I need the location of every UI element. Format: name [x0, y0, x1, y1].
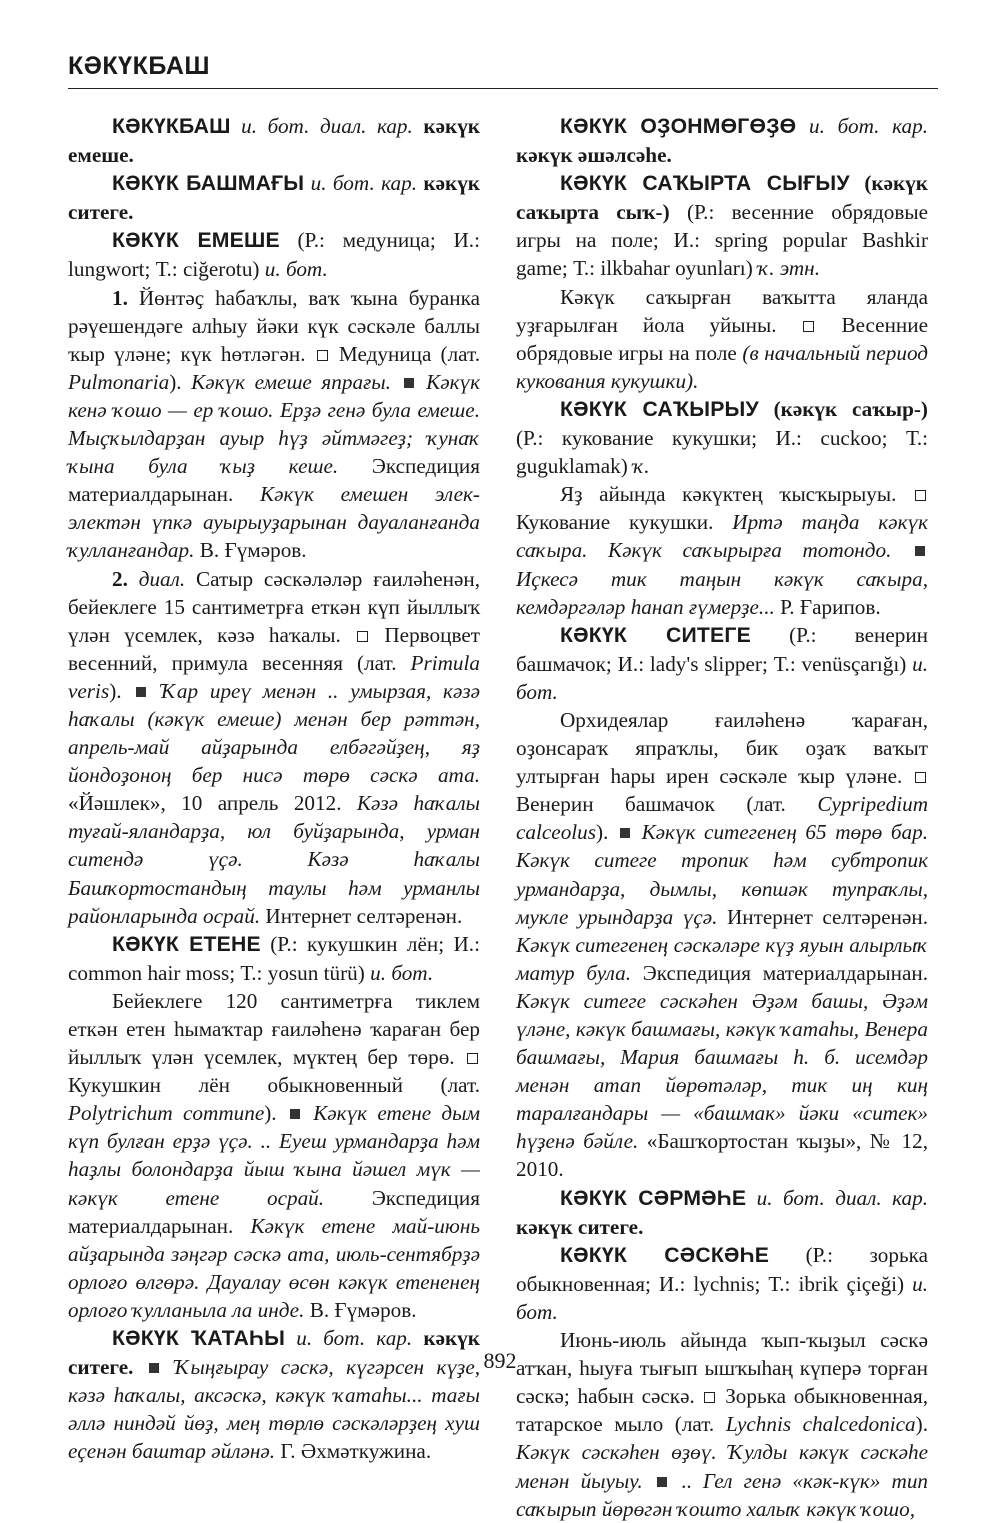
example-marker-icon	[136, 687, 146, 697]
cross-reference: кәкүк емеше.	[68, 114, 480, 168]
dictionary-paragraph	[68, 226, 480, 283]
body-text: В. Ғүмәров.	[304, 1297, 417, 1322]
body-text: «Башҡортостан ҡыҙы», № 12, 2010.	[516, 1129, 929, 1182]
body-text: (Р.: зорька обыкновенная; И.: lychnis; Т.: ibrik çiçeği)	[516, 1242, 928, 1296]
body-text	[303, 1101, 313, 1125]
italic-text: Ҡар иреү менән .. умырзая, кәзә һаҡалы (кәкүк емеше) менән бер рәттән, апрель-май айҙарында елбәгәйҙең, яҙ йондоҙоноң бер нисә төрө сәскә ата.	[68, 678, 481, 788]
italic-text: Polytrichum commune	[68, 1101, 265, 1126]
italic-text: Иҫкесә тик таңын кәкүк саҡыра, кемдәргәләр һанап ғүмерҙе...	[516, 566, 928, 619]
headword: КӘКҮК СИТЕГЕ	[560, 623, 751, 647]
italic-text: (в начальный период кукования кукушки).	[516, 340, 928, 393]
body-text: ).	[264, 1101, 287, 1126]
dictionary-paragraph	[68, 565, 480, 930]
body-text: Зорька обыкновенная, татарское мыло (лат.	[516, 1384, 928, 1437]
body-text: ).	[109, 678, 134, 703]
dictionary-paragraph	[68, 169, 480, 226]
italic-text: Cypripedium calceolus	[516, 792, 928, 845]
body-text	[149, 679, 161, 703]
example-marker-icon	[404, 378, 414, 388]
body-text: (Р.: весенние обрядовые игры на поле; И.: spring popular Bashkir game; Т.: ilkbahar oyunları)	[516, 200, 928, 281]
italic-text: Кәкүк ситеге сәскәһен Әҙәм башы, Әҙәм үләне, кәкүк башмағы, кәкүк ҡатаһы, Венера башмағы, Мария башмағы һ. б. исемдәр менән атап йөрөтәләр, тик иң киң таралғандары — «башмак» йәки «ситек» һүҙенә бәйле.	[516, 988, 928, 1154]
headword: КӘКҮК САҠЫРЫУ	[560, 397, 759, 421]
dictionary-paragraph	[516, 1184, 928, 1241]
italic-text: ҡ. этн.	[758, 256, 820, 281]
italic-text: диал.	[127, 566, 186, 591]
example-marker-icon	[620, 828, 630, 838]
dictionary-paragraph	[516, 706, 928, 1184]
body-text: ).	[596, 820, 617, 845]
body-text: Июнь-июль айында ҡып-ҡыҙыл сәскә атҡан, һыуға тығып ышҡыһаң күперә торған сәскә; һабын сәскә.	[516, 1328, 928, 1409]
cross-reference: кәкүк ситеге.	[68, 1326, 480, 1380]
body-text: Орхидеялар ғаиләһенә ҡараған, оҙонсараҡ япраҡлы, бик оҙаҡ ваҡыт ултырған һары ирен сәскәле ҡыр үләне.	[516, 707, 928, 789]
italic-text: ҡ.	[633, 454, 650, 479]
dictionary-paragraph	[516, 283, 928, 395]
body-text: (Р.: кукование кукушки; И.: cuckoo; Т.: guguklamak)	[516, 426, 928, 479]
headword: КӘКҮК БАШМАҒЫ	[112, 172, 305, 196]
cross-reference: кәкүк әшәлсәһе.	[516, 143, 672, 168]
body-text: Кукушкин лён обыкновенный (лат.	[68, 1073, 480, 1098]
dictionary-paragraph	[68, 1324, 480, 1465]
example-marker-icon	[290, 1109, 300, 1119]
body-text: (Р.: венерин башмачок; И.: lady's slipper; Т.: venüsçarığı)	[516, 622, 929, 676]
dictionary-paragraph	[516, 1241, 928, 1326]
body-text: (Р.: кукушкин лён; И.: common hair moss; Т.: yosun türü)	[68, 931, 480, 985]
italic-text: и. бот.	[516, 1271, 928, 1324]
running-head: КӘКҮКБАШ	[68, 52, 211, 80]
body-text: Экспедиция материалдарынан.	[68, 454, 480, 507]
italic-text: и. бот.	[264, 257, 328, 282]
translation-marker-icon	[915, 490, 926, 501]
page-number: 892	[483, 1348, 517, 1373]
translation-marker-icon	[803, 321, 814, 332]
italic-text: и. бот. кар.	[304, 171, 424, 196]
italic-text: Lychnis chalcedonica	[725, 1412, 916, 1437]
body-text: ).	[915, 1412, 928, 1437]
italic-text: Кәзә һаҡалы туғай-яландарҙа, юл буйҙарында, урман ситендә үҫә. Кәзә һаҡалы Башҡортостандың таулы һәм урманлы районларында осрай.	[68, 791, 480, 928]
italic-text: Primula veris	[68, 650, 480, 703]
sense-number: 2.	[112, 566, 128, 591]
header-rule	[68, 88, 938, 89]
body-text: Йөнтәҫ һабаҡлы, ваҡ ҡына буранка рәүешендәге алһыу йәки күк сәскәле баллы ҡыр үләне; күк һөтләгән.	[68, 285, 480, 366]
left-column	[68, 112, 480, 1466]
italic-text: Кәкүк емеше япрағы.	[191, 369, 391, 394]
italic-text: и. бот. диал. кар.	[746, 1185, 928, 1210]
body-text: Яҙ айында кәкүктең ҡысҡырыуы.	[560, 482, 913, 507]
headword: КӘКҮК ЕТЕНЕ	[112, 932, 261, 956]
headword: КӘКҮК ҠАТАҺЫ	[112, 1327, 286, 1351]
dictionary-paragraph	[68, 284, 480, 565]
body-text: Кәкүк саҡырған ваҡытта яланда уҙғарылған йола уйыны.	[516, 284, 928, 337]
italic-text: и. бот.	[516, 651, 928, 704]
headword: КӘКҮК СӘРМӘҺЕ	[560, 1186, 747, 1210]
sense-number: 1.	[112, 285, 128, 310]
body-text: Весенние обрядовые игры на поле	[516, 312, 928, 365]
body-text: В. Ғүмәров.	[194, 538, 307, 563]
italic-text: Гел генә «кәк-күк» тип саҡырып йөрөгән ҡошто халыҡ кәкүк ҡошо,	[516, 1468, 929, 1521]
italic-text: и. бот. кар.	[285, 1326, 424, 1351]
italic-text: Кәкүк етене май-июнь айҙарында зәңгәр сәскә ата, июль-сентябрҙә орлоғо өлгөрә. Дауалау өсөн кәкүк етененең орлоғо ҡулланыла ла инде.	[68, 1213, 480, 1322]
body-text: Бейеклеге 120 сантиметрға тиклем еткән етен һымаҡтар ғаиләһенә ҡараған бер йыллыҡ үлән үсемлек, мүктең бер төрө.	[68, 988, 480, 1070]
cross-reference: (кәкүк саҡыр-)	[758, 396, 928, 421]
italic-text: Ҡыңғырау сәскә, күгәрсен күҙе, кәзә һаҡалы, аксәскә, кәкүк ҡатаһы... тағы әллә ниндәй йөҙ, мең төрлө сәскәләрҙең хуш еҫенән баштар әйләнә.	[68, 1355, 481, 1464]
italic-text: Кәкүк ситегенең 65 төрө бар. Кәкүк ситеге тропик һәм субтропик урмандарҙа, дымлы, көпшәк тупраҡлы, мукле урындарҙа үҫә.	[516, 820, 929, 929]
body-text: ).	[169, 369, 192, 394]
italic-text: Кәкүк ситегенең сәскәләре күҙ яуын алырлыҡ матур була.	[516, 932, 928, 985]
body-text	[391, 370, 401, 394]
body-text: Экспедиция материалдарынан.	[68, 1185, 480, 1238]
cross-reference: кәкүк ситеге.	[68, 171, 481, 225]
dictionary-paragraph	[68, 930, 480, 987]
translation-marker-icon	[317, 350, 328, 361]
body-text	[417, 370, 427, 394]
body-text: Экспедиция материалдарынан.	[631, 960, 928, 985]
body-text	[891, 538, 912, 562]
body-text: Медуница (лат.	[329, 341, 480, 366]
dictionary-paragraph	[68, 112, 480, 169]
italic-text: Кәкүк сәскәһен өҙөү. Ҡулды кәкүк сәскәһе менән йыуыу.	[516, 1440, 928, 1493]
dictionary-paragraph	[516, 621, 928, 706]
headword: КӘКҮК ЕМЕШЕ	[112, 229, 280, 253]
italic-text: и. бот. кар.	[796, 114, 928, 138]
body-text: Интернет селтәренән.	[260, 903, 463, 928]
cross-reference: (кәкүк саҡырта сыҡ-)	[516, 171, 928, 225]
dictionary-paragraph	[516, 395, 928, 480]
example-marker-icon	[657, 1477, 667, 1487]
body-text: Интернет селтәренән.	[717, 904, 928, 929]
dictionary-paragraph	[68, 987, 480, 1324]
italic-text: Кәкүк емешен элек-электән үпкә ауырыуҙарынан дауаланғанда ҡулланғандар.	[68, 482, 480, 563]
body-text: Сатыр сәскәләләр ғаиләһенән, бейеклеге 15 сантиметрға еткән күп йыллыҡ үлән үсемлек, кәзә һаҡалы.	[68, 566, 480, 647]
italic-text: Кәкүк етене дым күп булған ерҙә үҫә. .. Еуеш урмандарҙа һәм һаҙлы болондарҙа йыш ҡына йәшел мүк — кәкүк етене осрай.	[68, 1101, 480, 1210]
body-text: Р. Ғарипов.	[774, 594, 881, 619]
body-text: Г. Әхмәткужина.	[275, 1439, 432, 1464]
headword: КӘКҮК САҠЫРТА СЫҒЫУ	[560, 172, 850, 196]
body-text: (Р.: медуница; И.: lungwort; Т.: ciğerotu)	[68, 228, 480, 282]
right-column	[516, 112, 928, 1523]
body-text: Венерин башмачок (лат.	[516, 792, 818, 817]
body-text	[643, 1469, 654, 1493]
body-text: Кукование кукушки.	[516, 510, 733, 535]
body-text	[633, 820, 642, 844]
translation-marker-icon	[467, 1053, 478, 1064]
headword: КӘКҮК ОҘОНМӨГӨҘӨ	[560, 115, 797, 138]
dictionary-paragraph	[516, 480, 928, 620]
headword: КӘКҮКБАШ	[112, 115, 231, 138]
body-text: ..	[669, 1468, 703, 1493]
dictionary-paragraph	[516, 169, 928, 282]
italic-text: Иртә таңда кәкүк саҡыра. Кәкүк саҡырырға тотондо.	[516, 510, 929, 563]
body-text: «Йәшлек», 10 апрель 2012.	[68, 791, 357, 816]
example-marker-icon	[915, 546, 925, 556]
translation-marker-icon	[704, 1392, 715, 1403]
body-text: Первоцвет весенний, примула весенняя (лат.	[68, 622, 480, 675]
translation-marker-icon	[357, 631, 368, 642]
cross-reference: кәкүк ситеге.	[516, 1214, 644, 1239]
dictionary-paragraph	[516, 112, 928, 169]
italic-text: и. бот.	[370, 960, 434, 985]
headword: КӘКҮК СӘСКӘҺЕ	[560, 1243, 770, 1267]
italic-text: Pulmonaria	[68, 369, 170, 394]
italic-text: и. бот. диал. кар.	[230, 114, 424, 138]
italic-text: Кәкүк кенә ҡошо — ер ҡошо. Ерҙә генә була емеше. Мыҫҡылдарҙан ауыр һүҙ әйтмәгеҙ; ҡунаҡ ҡына була ҡыҙ кеше.	[68, 369, 481, 479]
translation-marker-icon	[915, 772, 926, 783]
